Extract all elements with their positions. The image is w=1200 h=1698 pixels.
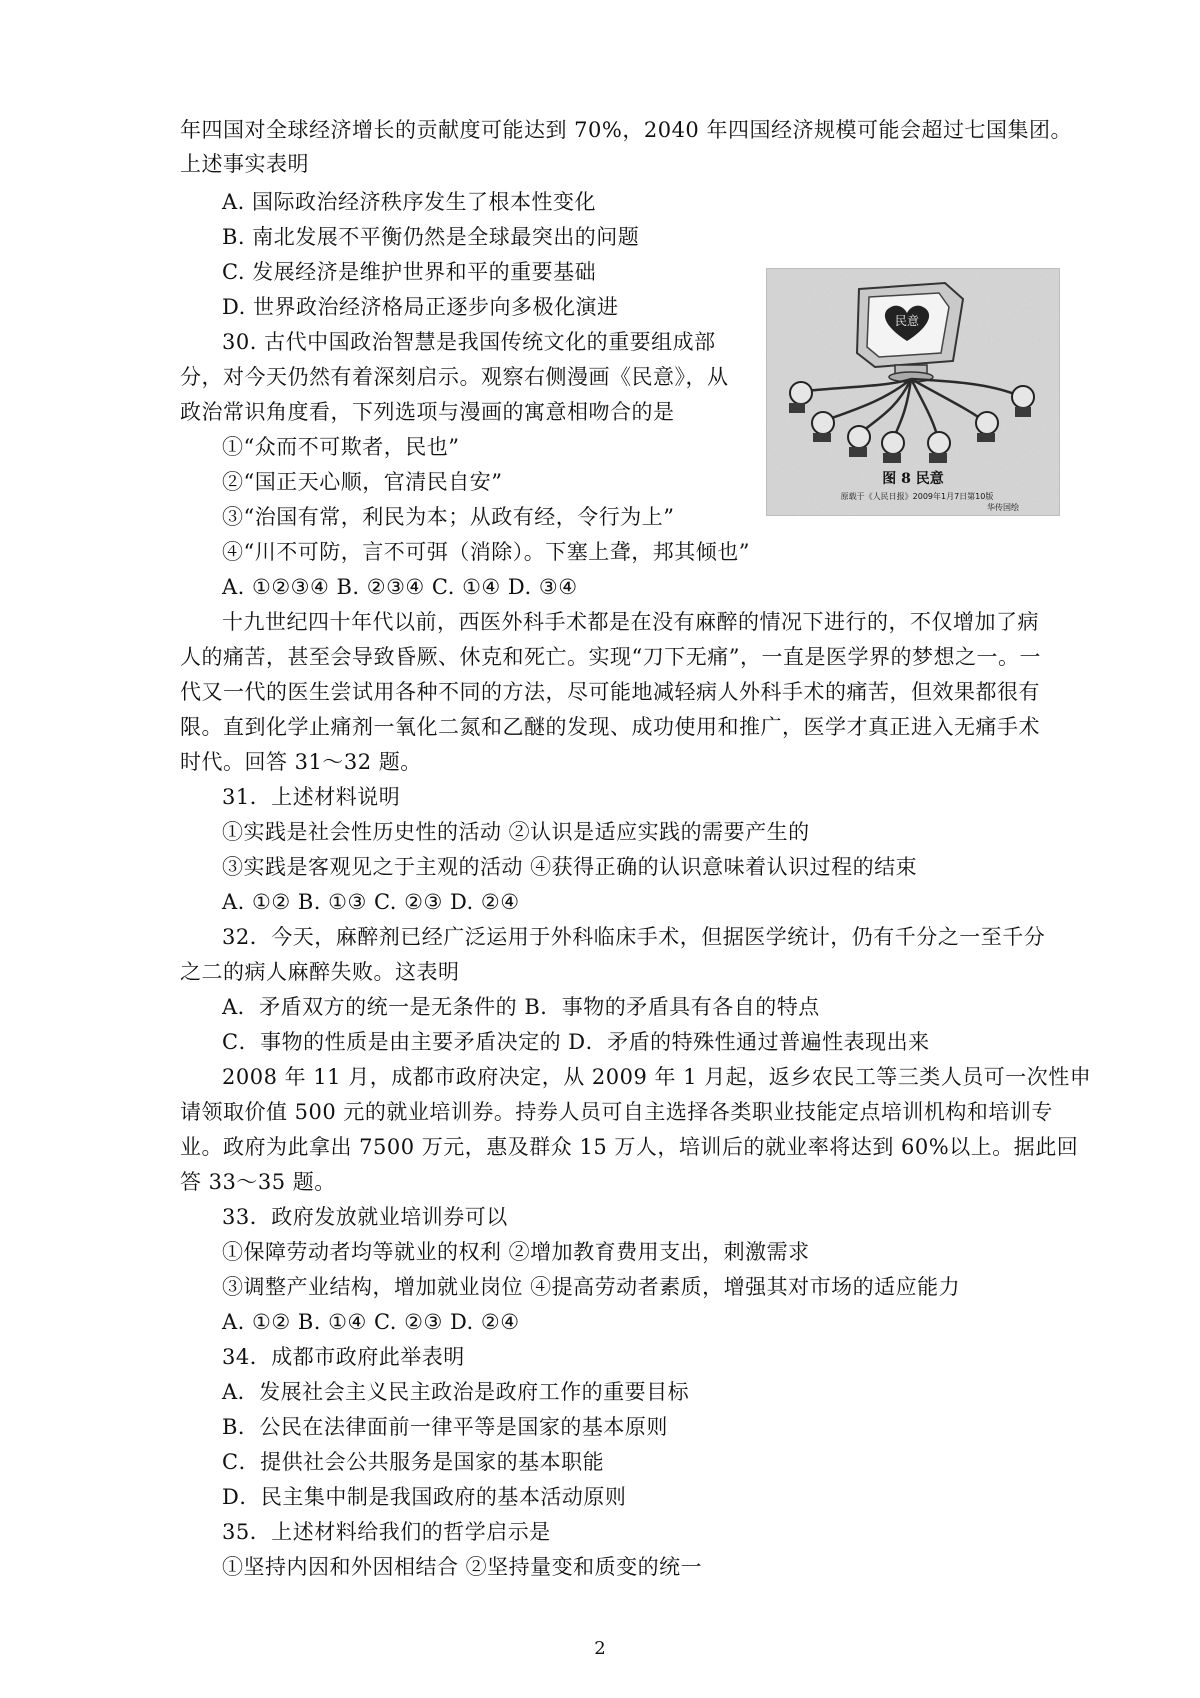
statement-row: ③调整产业结构，增加就业岗位 ④提高劳动者素质，增强其对市场的适应能力 — [222, 1275, 961, 1299]
cartoon-illustration — [767, 269, 1059, 515]
statement-row: ①坚持内因和外因相结合 ②坚持量变和质变的统一 — [222, 1555, 703, 1579]
option-a: A．发展社会主义民主政治是政府工作的重要目标 — [222, 1380, 690, 1404]
passage-line: 业。政府为此拿出 7500 万元，惠及群众 15 万人，培训后的就业率将达到 60%以上。据此回 — [180, 1135, 1079, 1159]
question-30-stem: 政治常识角度看，下列选项与漫画的寓意相吻合的是 — [180, 400, 675, 424]
statement-4: ④“川不可防，言不可弭（消除）。下塞上聋，邦其倾也” — [222, 540, 750, 564]
text-line: 年四国对全球经济增长的贡献度可能达到 70%，2040 年四国经济规模可能会超过七国集团。 — [180, 118, 1072, 142]
option-b: B. 南北发展不平衡仍然是全球最突出的问题 — [222, 225, 640, 249]
option-c: C．提供社会公共服务是国家的基本职能 — [222, 1450, 605, 1474]
text-line: 上述事实表明 — [180, 152, 309, 176]
statement-row: ①保障劳动者均等就业的权利 ②增加教育费用支出，刺激需求 — [222, 1240, 810, 1264]
answer-options: A. ①② B. ①③ C. ②③ D. ②④ — [222, 890, 520, 914]
passage-line: 人的痛苦，甚至会导致昏厥、休克和死亡。实现“刀下无痛”，一直是医学界的梦想之一。一 — [180, 645, 1041, 669]
answer-options: C．事物的性质是由主要矛盾决定的 D．矛盾的特殊性通过普遍性表现出来 — [222, 1030, 930, 1054]
passage-line: 请领取价值 500 元的就业培训券。持券人员可自主选择各类职业技能定点培训机构和培训专 — [180, 1100, 1053, 1124]
statement-3: ③“治国有常，利民为本；从政有经，令行为上” — [222, 505, 675, 529]
answer-options: A. ①②③④ B. ②③④ C. ①④ D. ③④ — [222, 575, 578, 599]
question-31-stem: 31．上述材料说明 — [222, 785, 401, 809]
figure-caption: 图 8 民意 — [882, 471, 944, 487]
question-30-stem: 30. 古代中国政治智慧是我国传统文化的重要组成部 — [222, 330, 716, 354]
question-30-stem: 分，对今天仍然有着深刻启示。观察右侧漫画《民意》，从 — [180, 365, 729, 389]
statement-2: ②“国正天心顺，官清民自安” — [222, 470, 503, 494]
option-a: A. 国际政治经济秩序发生了根本性变化 — [222, 190, 597, 214]
option-b: B．公民在法律面前一律平等是国家的基本原则 — [222, 1415, 668, 1439]
figure-credit: 原载于《人民日报》2009年1月7日第10版 — [840, 492, 994, 501]
option-c: C. 发展经济是维护世界和平的重要基础 — [222, 260, 597, 284]
figure-artist: 华传国绘 — [987, 503, 1019, 512]
statement-row: ③实践是客观见之于主观的活动 ④获得正确的认识意味着认识过程的结束 — [222, 855, 918, 879]
option-d: D．民主集中制是我国政府的基本活动原则 — [222, 1485, 627, 1509]
passage-line: 代又一代的医生尝试用各种不同的方法，尽可能地减轻病人外科手术的痛苦，但效果都很有 — [180, 680, 1040, 704]
statement-1: ①“众而不可欺者，民也” — [222, 435, 460, 459]
passage-line: 2008 年 11 月，成都市政府决定，从 2009 年 1 月起，返乡农民工等三类人员可一次性申 — [222, 1065, 1092, 1089]
passage-line: 十九世纪四十年代以前，西医外科手术都是在没有麻醉的情况下进行的，不仅增加了病 — [222, 610, 1039, 634]
statement-row: ①实践是社会性历史性的活动 ②认识是适应实践的需要产生的 — [222, 820, 810, 844]
question-32-stem: 32．今天，麻醉剂已经广泛运用于外科临床手术，但据医学统计，仍有千分之一至千分 — [222, 925, 1046, 949]
question-33-stem: 33．政府发放就业培训券可以 — [222, 1205, 508, 1229]
option-d: D. 世界政治经济格局正逐步向多极化演进 — [222, 295, 619, 319]
passage-line: 答 33～35 题。 — [180, 1170, 336, 1194]
answer-options: A. ①② B. ①④ C. ②③ D. ②④ — [222, 1310, 520, 1334]
question-32-stem: 之二的病人麻醉失败。这表明 — [180, 960, 460, 984]
screen-label: 民意 — [894, 314, 920, 328]
passage-line: 限。直到化学止痛剂一氧化二氮和乙醚的发现、成功使用和推广，医学才真正进入无痛手术 — [180, 715, 1040, 739]
cartoon-figure — [766, 268, 1060, 516]
answer-options: A．矛盾双方的统一是无条件的 B．事物的矛盾具有各自的特点 — [222, 995, 820, 1019]
question-34-stem: 34．成都市政府此举表明 — [222, 1345, 465, 1369]
question-35-stem: 35．上述材料给我们的哲学启示是 — [222, 1520, 551, 1544]
page-number: 2 — [594, 1638, 606, 1659]
passage-line: 时代。回答 31～32 题。 — [180, 750, 422, 774]
